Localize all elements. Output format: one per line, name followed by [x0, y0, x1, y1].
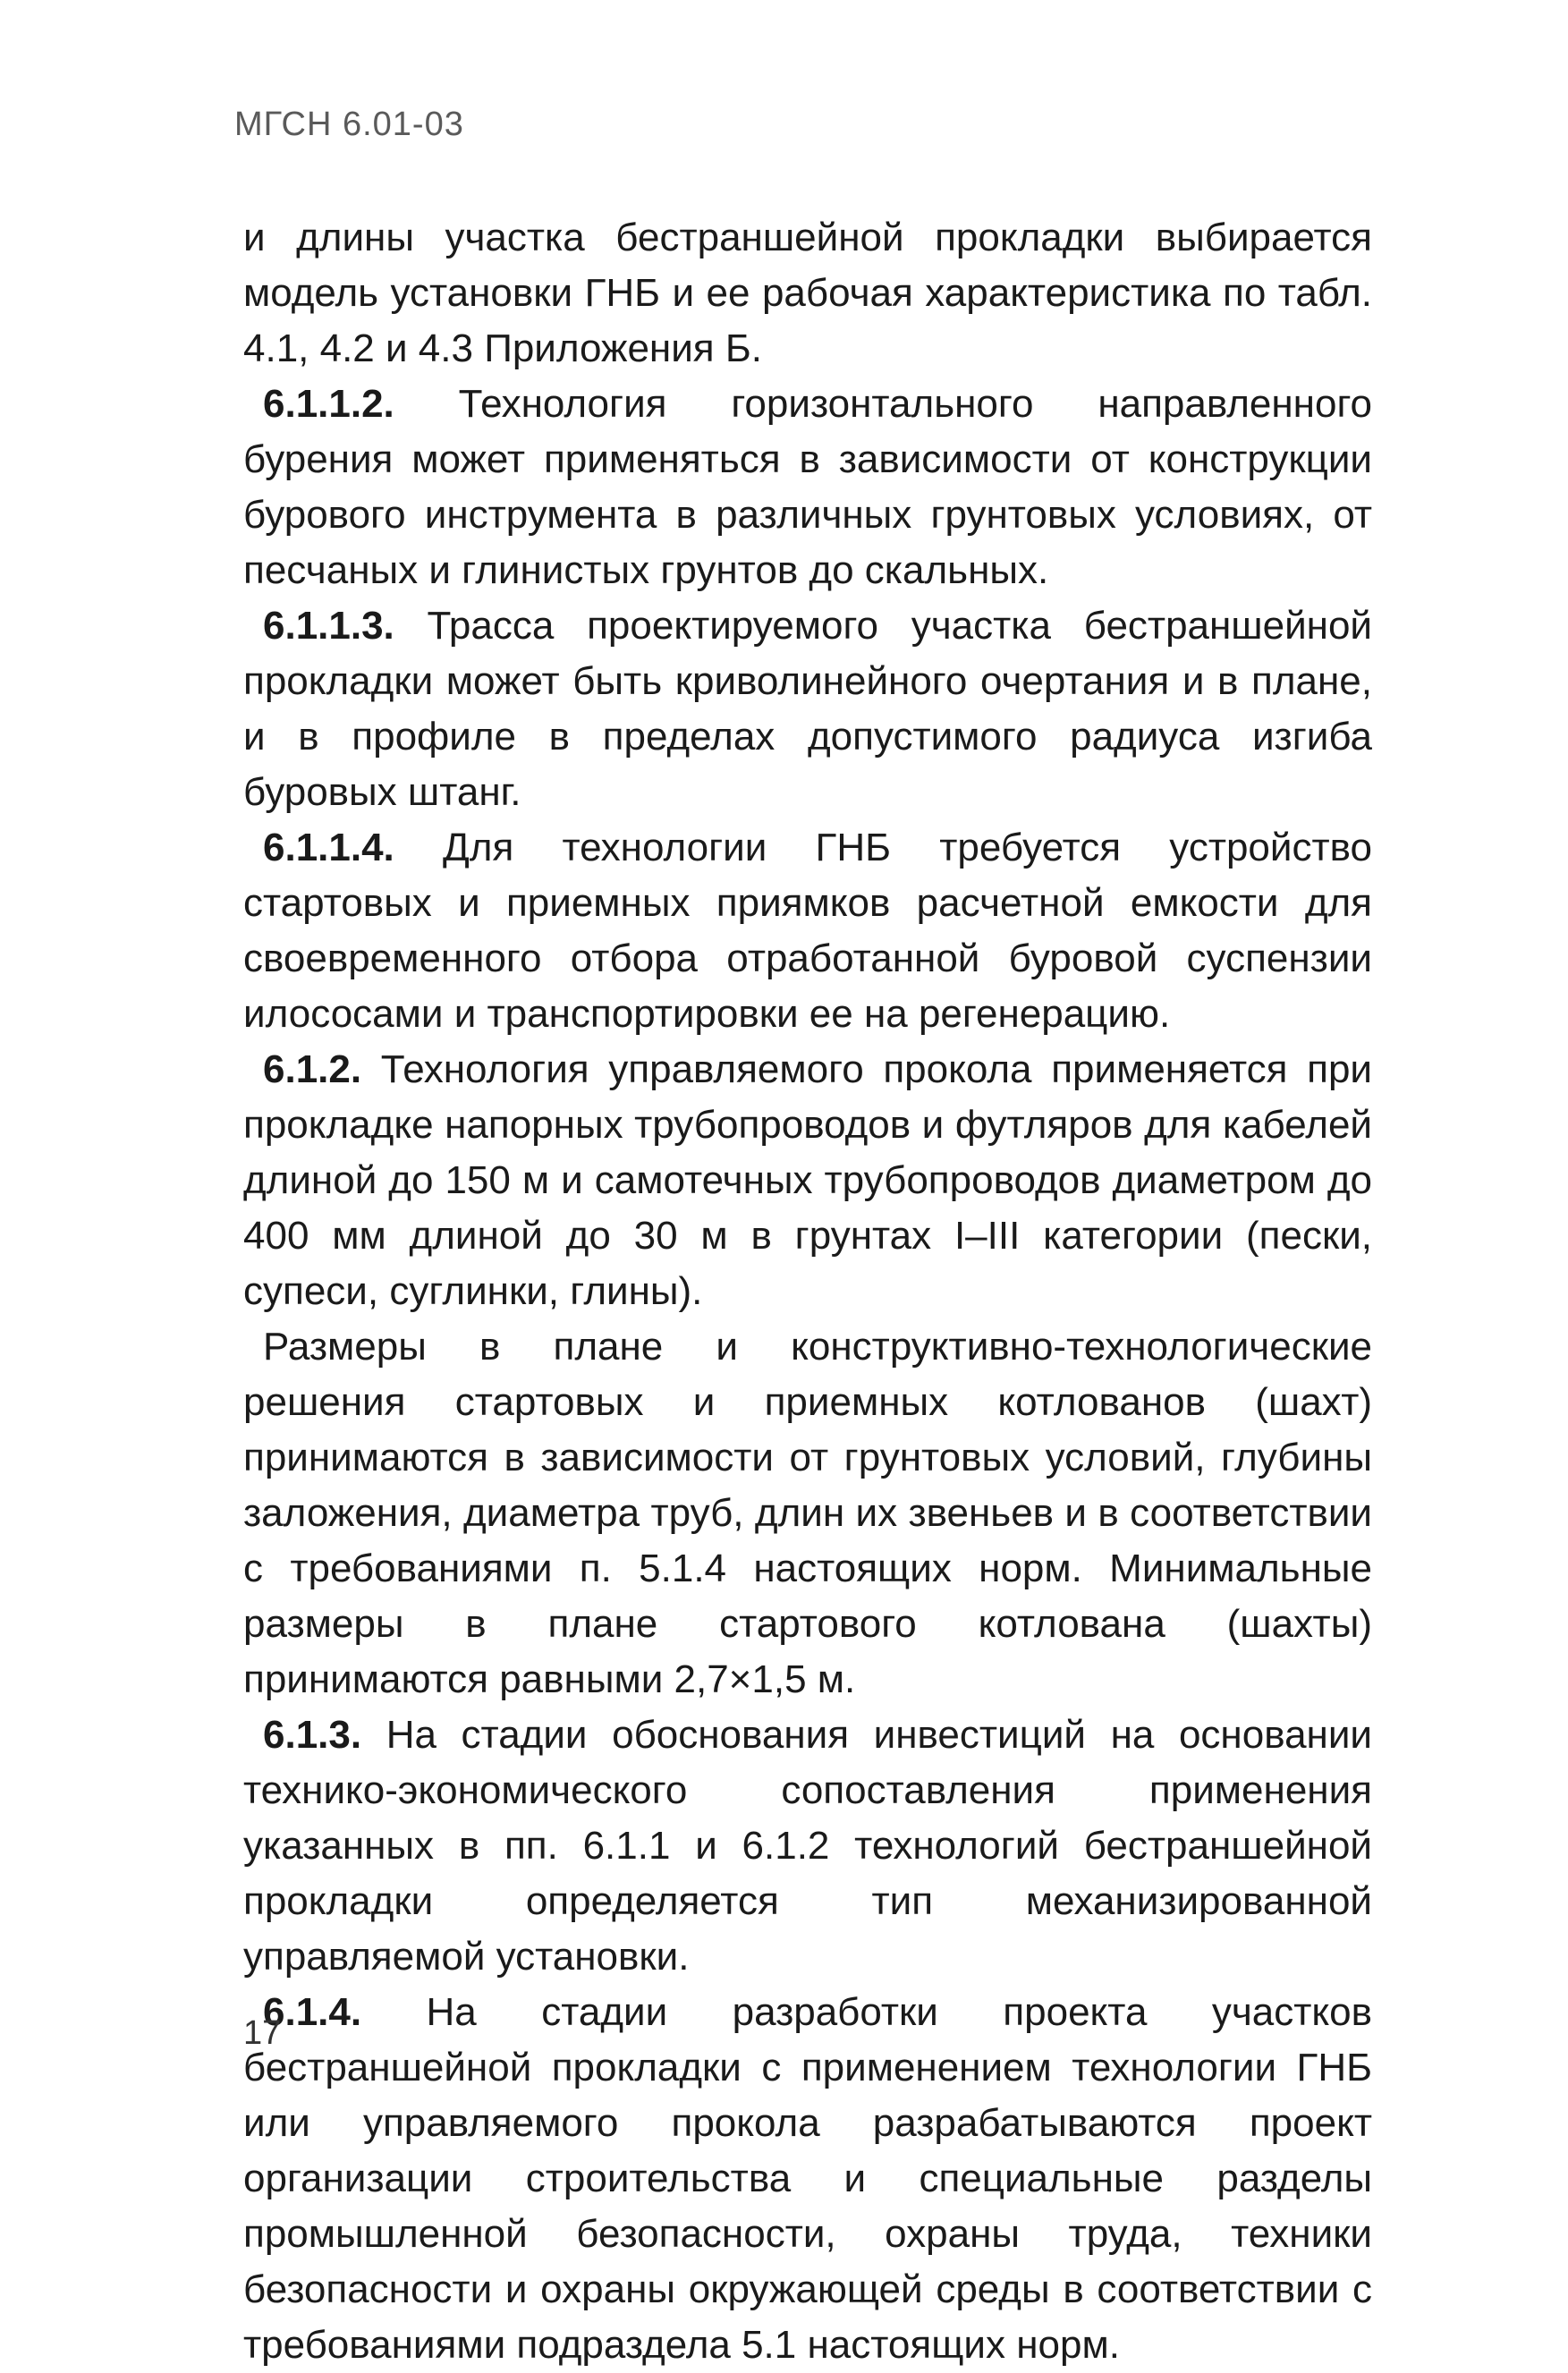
paragraph-6-1-1-2: [243, 377, 1372, 598]
paragraph-text: На стадии разработки проекта участков бестраншейной прокладки с применением технологии ГНБ или управляемого прокола разрабатываются проект организации строительства и специальные разделы промышленной безопасности, охраны труда, техники безопасности и охраны окружающей среды в соответствии с требованиями подраздела 5.1 настоящих норм.: [243, 1990, 1372, 2367]
paragraph-6-1-3: [243, 1708, 1372, 1985]
paragraph-text: Технология управляемого прокола применяется при прокладке напорных трубопроводов и футляров для кабелей длиной до 150 м и самотечных трубопроводов диаметром до 400 мм длиной до 30 м в грунтах I–III категории (пески, супеси, суглинки, глины).: [243, 1047, 1372, 1313]
paragraph-text: На стадии обоснования инвестиций на основании технико-экономического сопоставления применения указанных в пп. 6.1.1 и 6.1.2 технологий бестраншейной прокладки определяется тип механизированной управляемой установки.: [243, 1713, 1372, 1979]
clause-number: 6.1.3.: [263, 1713, 362, 1757]
paragraph-continuation: [243, 210, 1372, 377]
clause-number: 6.1.4.: [263, 1990, 362, 2034]
paragraph-6-1-4: [243, 1985, 1372, 2373]
clause-number: 6.1.1.4.: [263, 826, 394, 869]
clause-number: 6.1.1.2.: [263, 382, 394, 426]
paragraph-6-1-1-3: [243, 598, 1372, 820]
paragraph-6-1-1-4: [243, 820, 1372, 1042]
document-header-code: МГСН 6.01-03: [234, 106, 464, 143]
paragraph-text: Технология горизонтального направленного бурения может применяться в зависимости от конструкции бурового инструмента в различных грунтовых условиях, от песчаных и глинистых грунтов до скальных.: [243, 382, 1372, 592]
paragraph-6-1-2-dimensions: [243, 1319, 1372, 1708]
page-number: 17: [243, 2014, 282, 2052]
paragraph-text: Трасса проектируемого участка бестраншейной прокладки может быть криволинейного очертания и в плане, и в профиле в пределах допустимого радиуса изгиба буровых штанг.: [243, 604, 1372, 814]
paragraph-6-1-2: [243, 1042, 1372, 1319]
clause-number: 6.1.1.3.: [263, 604, 394, 648]
document-body: [243, 210, 1372, 2373]
paragraph-text: Для технологии ГНБ требуется устройство стартовых и приемных приямков расчетной емкости для своевременного отбора отработанной буровой суспензии илососами и транспортировки ее на регенерацию.: [243, 826, 1372, 1036]
paragraph-text: Размеры в плане и конструктивно-технологические решения стартовых и приемных котлованов (шахт) принимаются в зависимости от грунтовых условий, глубины заложения, диаметра труб, длин их звеньев и в соответствии с требованиями п. 5.1.4 настоящих норм. Минимальные размеры в плане стартового котлована (шахты) принимаются равными 2,7×1,5 м.: [243, 1325, 1372, 1701]
paragraph-text: и длины участка бестраншейной прокладки выбирается модель установки ГНБ и ее рабочая характеристика по табл. 4.1, 4.2 и 4.3 Приложения Б.: [243, 216, 1372, 370]
clause-number: 6.1.2.: [263, 1047, 362, 1091]
